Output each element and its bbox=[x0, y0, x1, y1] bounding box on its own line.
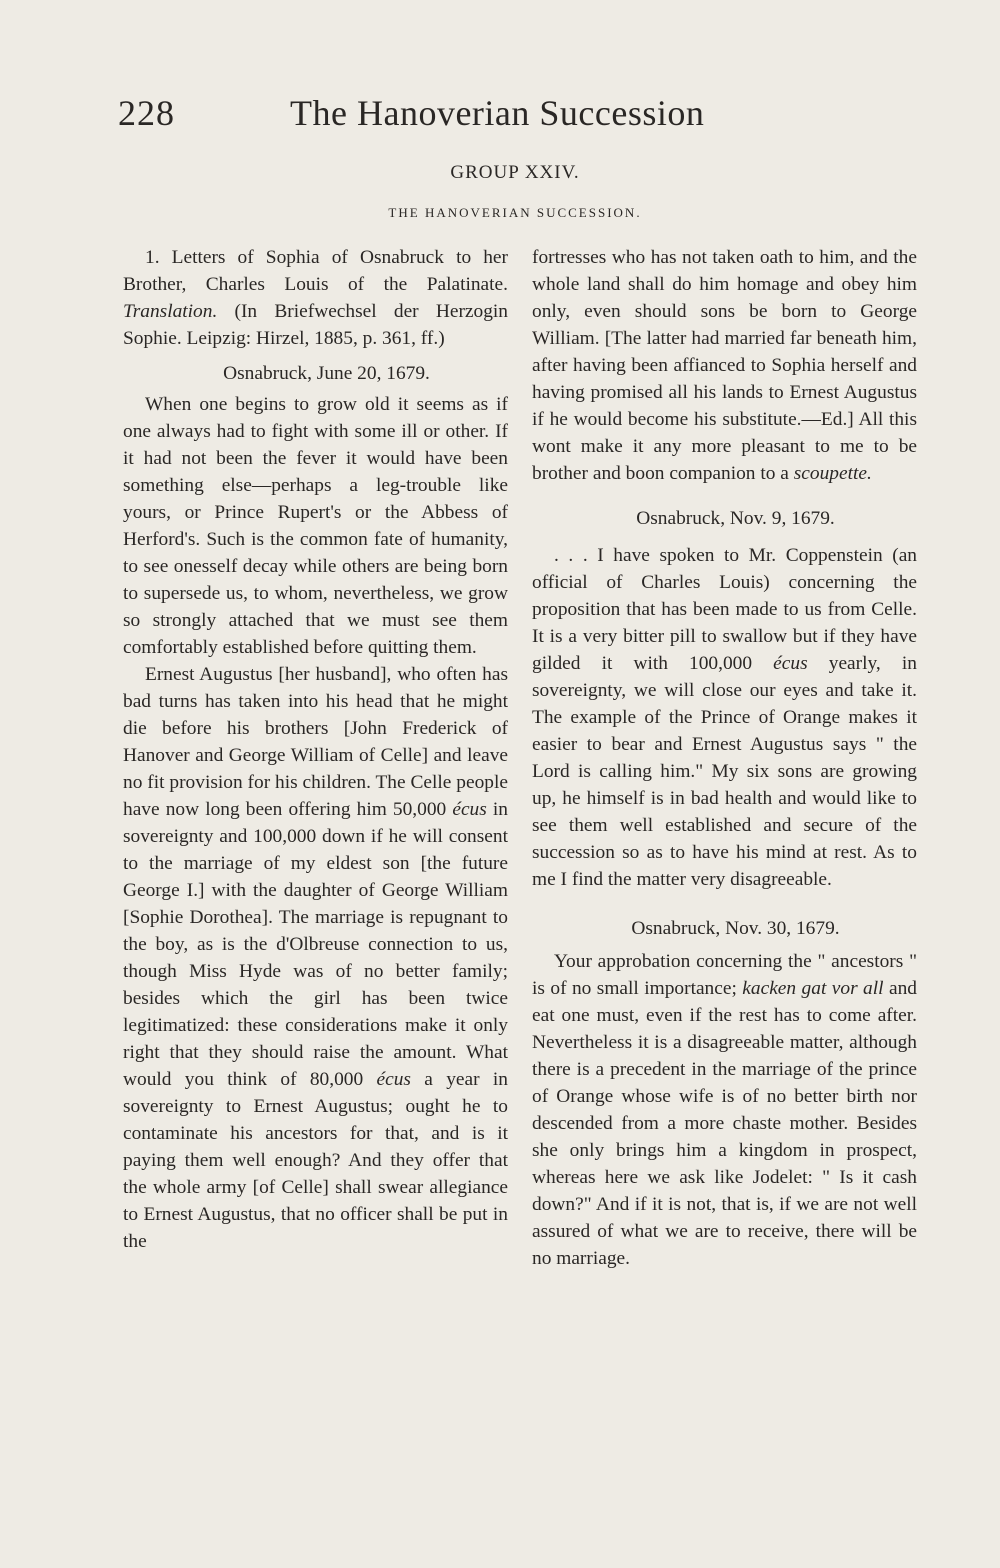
italic-term: écus bbox=[376, 1069, 411, 1090]
dateline-nov-9: Osnabruck, Nov. 9, 1679. bbox=[636, 508, 835, 529]
text-run: fortresses who has not taken oath to him, and the whole land shall do him homage and obey him only, even should sons be born to George William. [The latter had married far beneath him, after having been affianced to Sophia herself and having promised all his lands to Ernest Augustus if he would become his substitute.—Ed.] All this wont make it any more pleasant to me to be brother and boon companion to a bbox=[532, 247, 917, 484]
dateline-nov-30: Osnabruck, Nov. 30, 1679. bbox=[631, 918, 840, 939]
page-number: 228 bbox=[118, 93, 175, 133]
section-title: THE HANOVERIAN SUCCESSION. bbox=[388, 205, 642, 220]
text-run: and eat one must, even if the rest has to come after. Nevertheless it is a disagreeable matter, although there is a precedent in the marriage of the prince of Orange whose wife is of no better birth nor descended from a more chaste mother. Besides she only brings him a kingdom in prospect, whereas here we ask like Jodelet: " Is it cash down?" And if it is not, that is, if we are not well assured of what we are to receive, there will be no marriage. bbox=[532, 978, 917, 1269]
letter-paragraph bbox=[123, 661, 508, 1255]
right-column bbox=[532, 244, 917, 1272]
italic-phrase: kacken gat vor all bbox=[742, 978, 884, 999]
italic-term: écus bbox=[452, 799, 487, 820]
text-run: Ernest Augustus [her husband], who often has bad turns has taken into his head that he might die before his brothers [John Frederick of Hanover and George William of Celle] and leave no fit provision for his children. The Celle people have now long been offering him 50,000 bbox=[123, 664, 508, 820]
italic-term: scoupette. bbox=[793, 463, 872, 484]
text-run: in sovereignty and 100,000 down if he will consent to the marriage of my eldest son [the future George I.] with the daughter of George William [Sophie Dorothea]. The marriage is repugnant to the boy, as is the d'Olbreuse connection to us, though Miss Hyde was of no better family; besides which the girl has been twice legitimatized: these considerations make it only right that they should raise the amount. What would you think of 80,000 bbox=[123, 799, 508, 1090]
letter-paragraph: When one begins to grow old it seems as if one always had to fight with some ill or other. If it had not been the fever it would have been something else—perhaps a leg-trouble like yours, or Prince Rupert's or the Abbess of Herford's. Such is the common fate of humanity, to see onesself decay while others are being born to supersede us, to whom, nevertheless, we grow so strongly attached that we must see them comfortably established before quitting them. bbox=[123, 394, 508, 658]
running-title: The Hanoverian Succession bbox=[290, 93, 705, 133]
text-run: . . . I have spoken to Mr. Coppenstein (an official of Charles Louis) concerning the proposition that has been made to us from Celle. It is a very bitter pill to swallow but if they have gilded it with 100,000 bbox=[532, 545, 917, 674]
citation-text-end: (In Briefwechsel der Herzogin Sophie. Leipzig: Hirzel, 1885, p. 361, ff.) bbox=[123, 301, 508, 349]
dateline-june-20: Osnabruck, June 20, 1679. bbox=[223, 363, 430, 384]
group-title: GROUP XXIV. bbox=[450, 162, 580, 183]
letter-paragraph bbox=[532, 542, 917, 893]
citation-text: 1. Letters of Sophia of Osnabruck to her Brother, Charles Louis of the Palatinate. bbox=[123, 247, 508, 295]
source-citation bbox=[123, 244, 508, 352]
italic-term: écus bbox=[773, 653, 808, 674]
citation-translation: Translation. bbox=[123, 301, 218, 322]
left-column bbox=[123, 244, 508, 1255]
text-run: Your approbation concerning the " ancestors " is of no small importance; bbox=[532, 951, 917, 999]
letter-paragraph bbox=[532, 948, 917, 1272]
letter-paragraph-continued bbox=[532, 244, 917, 487]
text-run: a year in sovereignty to Ernest Augustus; ought he to contaminate his ancestors for that, and is it paying them well enough? And they offer that the whole army [of Celle] shall swear allegiance to Ernest Augustus, that no officer shall be put in the bbox=[123, 1069, 508, 1252]
text-run: yearly, in sovereignty, we will close our eyes and take it. The example of the Prince of Orange makes it easier to bear and Ernest Augustus says " the Lord is calling him." My six sons are growing up, he himself is in bad health and would like to see them well established and secure of the succession so as to have his mind at rest. As to me I find the matter very disagreeable. bbox=[532, 653, 917, 890]
